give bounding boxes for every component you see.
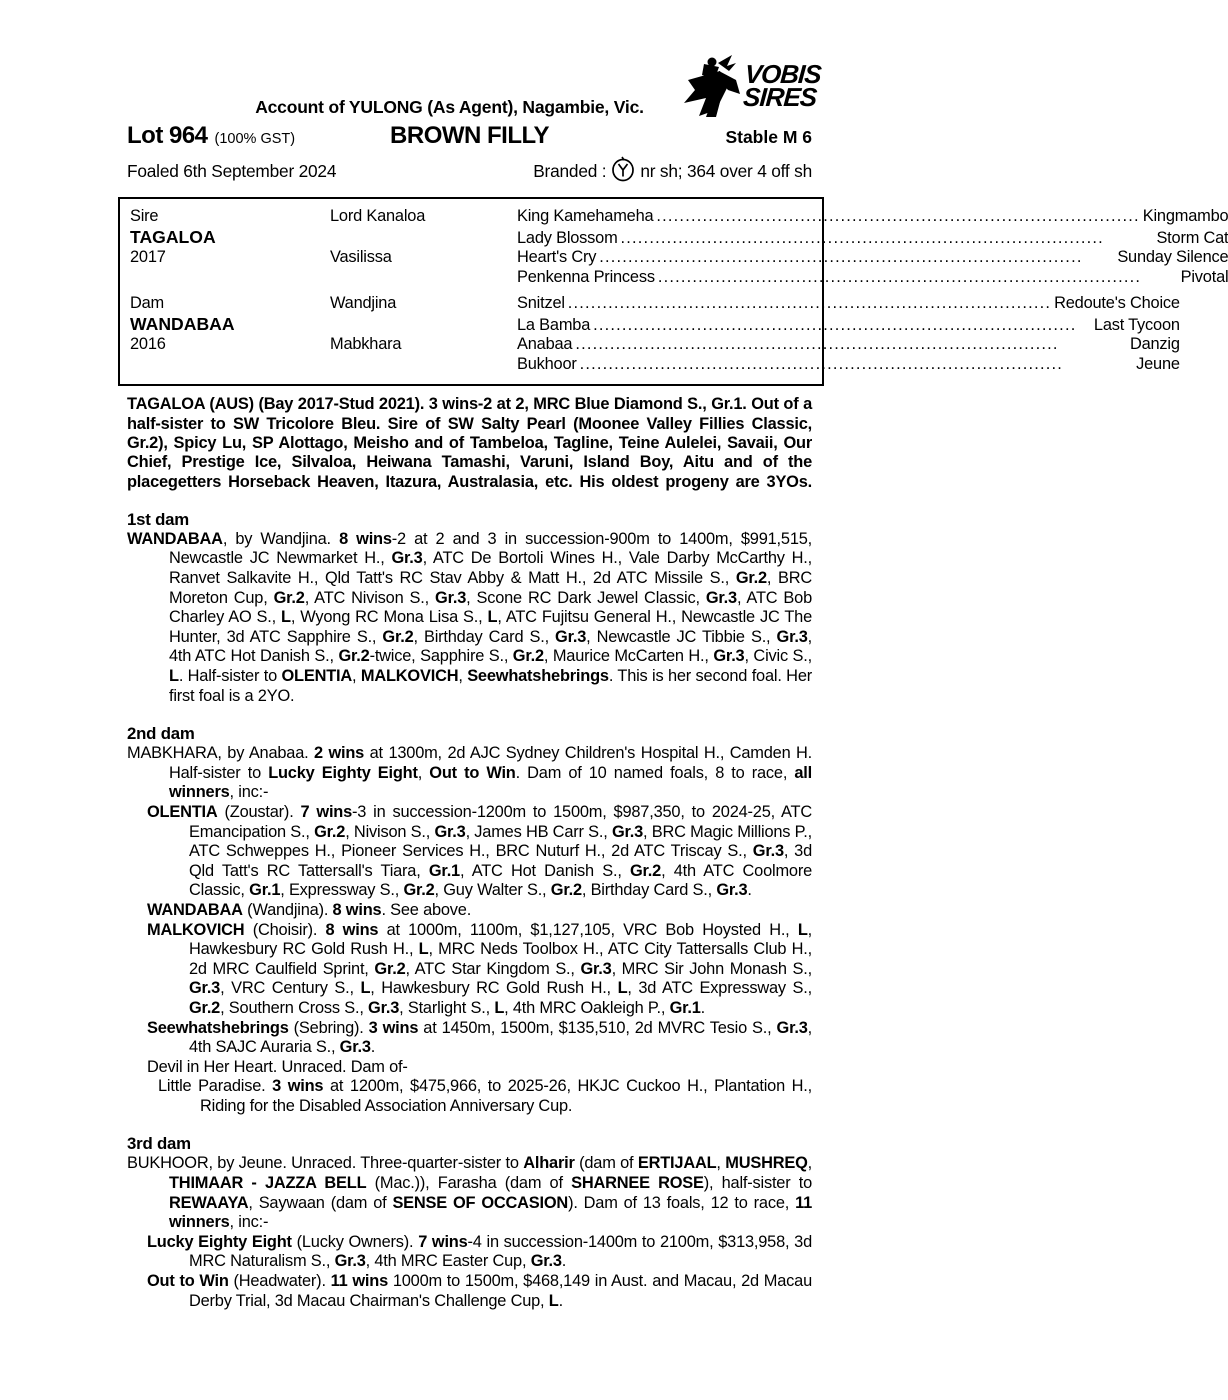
text-run: . xyxy=(370,1038,376,1057)
text-run: , 4th SAJC Auraria S., xyxy=(189,1018,812,1057)
text-run: Gr.1 xyxy=(669,998,701,1017)
second-dam-heading: 2nd dam xyxy=(127,724,195,744)
text-run: , MRC Sir John Monash S., xyxy=(611,959,812,978)
text-run: L xyxy=(169,667,179,686)
text-run: Gr.2 xyxy=(382,627,414,646)
wandabaa-entry xyxy=(147,901,812,921)
text-run: MABKHARA, by Anabaa. xyxy=(127,744,315,763)
text-run: L xyxy=(418,940,429,959)
text-run: Gr.3 xyxy=(705,588,737,607)
text-run: , 4th ATC Coolmore Classic, xyxy=(189,861,812,900)
text-run: , Civic S., xyxy=(744,647,812,666)
text-run: L xyxy=(360,979,371,998)
text-run: Gr.1 xyxy=(249,881,281,900)
vobis-sires-logo xyxy=(676,54,820,118)
text-run: , inc:- xyxy=(229,1213,269,1232)
dot-leader xyxy=(580,355,1133,374)
ancestor-sire: Danzig xyxy=(1129,334,1180,353)
text-run: SENSE OF OCCASION xyxy=(392,1193,569,1212)
text-run: , Newcastle JC Tibbie S., xyxy=(586,627,777,646)
dot-leader xyxy=(621,229,1154,248)
text-run: , Hawkesbury RC Gold Rush H., xyxy=(370,979,618,998)
text-run: , Maurice McCarten H., xyxy=(543,647,714,666)
text-run: at 1300m, 2d AJC Sydney Children's Hospital H., Camden H. Half-sister to xyxy=(169,744,813,782)
first-dam-heading: 1st dam xyxy=(127,509,190,529)
ancestor-sire: Last Tycoon xyxy=(1093,316,1180,335)
text-run: ). Dam of 13 foals, 12 to race, xyxy=(568,1193,796,1212)
text-run: 1000m to 1500m, $468,149 in Aust. and Macau, 2d Macau Derby Trial, 3d Macau Chairman's Challenge Cup, xyxy=(189,1272,812,1310)
text-run: MALKOVICH xyxy=(360,667,459,686)
logo-wordmark xyxy=(742,59,822,112)
text-run: WANDABAA xyxy=(127,529,223,548)
text-run: . This is her second foal. Her first foal is a 2YO. xyxy=(169,667,812,705)
ancestor-row xyxy=(517,248,1228,267)
text-run: 3 wins xyxy=(368,1018,419,1037)
ancestor-row xyxy=(517,316,1180,335)
horse-jockey-icon xyxy=(676,54,742,118)
dot-leader xyxy=(599,248,1114,267)
text-run: Gr.3 xyxy=(435,588,467,607)
text-run: , 4th MRC Easter Cup, xyxy=(365,1252,531,1271)
text-run: 11 winners xyxy=(169,1193,812,1232)
text-run: . Half-sister to xyxy=(178,667,282,686)
sire-name: TAGALOA xyxy=(130,227,216,248)
text-run: , ATC Star Kingdom S., xyxy=(405,959,581,978)
ancestor-sire: Pivotal xyxy=(1180,267,1228,286)
ancestor-sire: Jeune xyxy=(1136,355,1180,374)
malkovich-entry xyxy=(147,921,812,1019)
text-run: Gr.2 xyxy=(735,569,767,588)
text-run: , 3d Qld Tatt's RC Tattersall's Tiara, xyxy=(189,842,812,880)
text-run: (Lucky Owners). xyxy=(291,1232,419,1251)
text-run: Gr.3 xyxy=(555,627,587,646)
text-run: 8 wins xyxy=(339,529,392,548)
text-run: SHARNEE ROSE xyxy=(571,1174,704,1193)
text-run: . See above. xyxy=(381,900,472,919)
text-run: , Wyong RC Mona Lisa S., xyxy=(290,608,488,627)
text-run: Gr.2 xyxy=(273,588,305,607)
text-run: Gr.2 xyxy=(314,822,346,841)
text-run: Gr.3 xyxy=(530,1252,562,1271)
sire-year: 2017 xyxy=(130,247,166,266)
text-run: at 1200m, $475,966, to 2025-26, HKJC Cuckoo H., Plantation H., Riding for the Disabled Association Anniversary Cup. xyxy=(200,1077,812,1115)
text-run: Gr.3 xyxy=(776,627,808,646)
text-run: Gr.3 xyxy=(776,1018,808,1037)
account-line: Account of YULONG (As Agent), Nagambie, Vic. xyxy=(255,97,644,117)
lot-left xyxy=(127,122,295,150)
text-run: WANDABAA xyxy=(147,900,243,919)
page-header xyxy=(127,54,822,118)
text-run: , Birthday Card S., xyxy=(413,627,556,646)
text-run: , ATC Nivison S., xyxy=(304,588,436,607)
text-run: -3 in succession-1200m to 1500m, $987,350, to 2024-25, ATC Emancipation S., xyxy=(189,802,812,841)
brand-mark-icon xyxy=(611,156,635,187)
text-run: , 3d ATC Expressway S., xyxy=(627,979,812,998)
text-run: MUSHREQ xyxy=(725,1154,808,1173)
text-run: , xyxy=(716,1154,726,1173)
ancestor-name: Snitzel xyxy=(517,294,565,313)
ancestor-row xyxy=(517,229,1228,248)
text-run: . xyxy=(700,998,706,1017)
ancestor-name: La Bamba xyxy=(517,316,591,335)
ancestor-row xyxy=(517,294,1180,313)
text-run: , ATC Fujitsu General H., Newcastle JC The Hunter, 3d ATC Sapphire S., xyxy=(169,608,813,646)
dot-leader xyxy=(593,316,1091,335)
dot-leader xyxy=(568,294,1051,313)
stable-number: Stable M 6 xyxy=(725,127,812,147)
dam-block xyxy=(130,294,1180,375)
text-run: Gr.2 xyxy=(189,998,221,1017)
text-run: at 1000m, 1100m, $1,127,105, VRC Bob Hoysted H., xyxy=(378,920,798,939)
ancestor-name: Heart's Cry xyxy=(517,247,597,266)
text-run: Seewhatshebrings xyxy=(467,667,609,686)
ancestor-name: Lady Blossom xyxy=(517,229,618,248)
text-run: , inc:- xyxy=(229,783,269,802)
text-run: MALKOVICH xyxy=(147,920,245,939)
text-run: , ATC De Bortoli Wines H., Vale Darby McCarthy H., Ranvet Salkavite H., Qld Tatt's RC Stav Abby & Matt H., 2d ATC Missile S., xyxy=(169,549,812,588)
text-run: , Southern Cross S., xyxy=(220,998,369,1017)
text-run: BUKHOOR, by Jeune. Unraced. Three-quarter-sister to xyxy=(127,1154,524,1173)
text-run: . Dam of 10 named foals, 8 to race, xyxy=(515,763,795,782)
text-run: , VRC Century S., xyxy=(220,979,361,998)
text-run: 7 wins xyxy=(300,802,353,821)
dam-label: Dam xyxy=(130,294,165,313)
logo-line2: SIRES xyxy=(742,82,818,112)
text-run: Out to Win xyxy=(147,1272,229,1291)
ancestor-row xyxy=(517,355,1180,374)
text-run: ), half-sister to xyxy=(703,1174,812,1193)
seewhatshebrings-entry xyxy=(147,1019,812,1058)
olentia-entry xyxy=(147,803,812,901)
ancestor-row xyxy=(517,207,1228,226)
text-run: (Choisir). xyxy=(244,920,326,939)
text-run: , Nivison S., xyxy=(345,822,435,841)
text-run: , Hawkesbury RC Gold Rush H., xyxy=(189,920,812,959)
text-run: 11 wins xyxy=(330,1272,389,1291)
lucky-eighty-eight-entry xyxy=(147,1233,812,1272)
ancestor-row xyxy=(517,268,1228,287)
ancestor-name: Bukhoor xyxy=(517,355,577,374)
text-run: , xyxy=(417,763,430,782)
pedigree-table xyxy=(118,197,1228,386)
bukhoor-paragraph xyxy=(127,1154,812,1232)
text-run: L xyxy=(487,608,498,627)
dam-parent-1: Wandjina xyxy=(330,294,397,313)
text-run: Alharir xyxy=(523,1154,575,1173)
branded-info xyxy=(533,156,812,187)
text-run: (Sebring). xyxy=(288,1018,369,1037)
text-run: Lucky Eighty Eight xyxy=(147,1232,292,1251)
text-run: Gr.3 xyxy=(368,998,400,1017)
text-run: all winners xyxy=(169,763,812,802)
text-run: at 1450m, 1500m, $135,510, 2d MVRC Tesio S., xyxy=(418,1018,777,1037)
devil-in-her-heart-entry xyxy=(147,1058,812,1078)
branded-prefix: Branded : xyxy=(533,161,607,181)
third-dam-heading: 3rd dam xyxy=(127,1134,191,1154)
text-run: , Expressway S., xyxy=(280,881,404,900)
page-content xyxy=(127,54,1228,1311)
text-run: Gr.1 xyxy=(428,861,460,880)
text-run: (Headwater). xyxy=(228,1272,331,1291)
text-run: Gr.2 xyxy=(338,647,370,666)
text-run: Gr.3 xyxy=(189,979,221,998)
ancestor-sire: Redoute's Choice xyxy=(1054,294,1180,313)
dam-year: 2016 xyxy=(130,334,166,353)
ancestor-sire: Storm Cat xyxy=(1156,229,1228,248)
text-run: -4 in succession-1400m to 2100m, $313,958, 3d MRC Naturalism S., xyxy=(189,1232,812,1271)
text-run: ERTIJAAL xyxy=(637,1154,717,1173)
dot-leader xyxy=(658,268,1178,287)
wandabaa-paragraph xyxy=(127,530,812,706)
gst-note: (100% GST) xyxy=(214,131,296,147)
text-run: Gr.3 xyxy=(391,549,423,568)
little-paradise-entry xyxy=(158,1077,812,1116)
text-run: (Mac.)), Farasha (dam of xyxy=(366,1174,572,1193)
text-run: . xyxy=(561,1252,567,1271)
horse-title: BROWN FILLY xyxy=(390,122,549,149)
ancestor-name: Anabaa xyxy=(517,334,573,353)
text-run: , Saywaan (dam of xyxy=(248,1193,393,1212)
text-run: Gr.3 xyxy=(580,959,612,978)
text-run: Gr.2 xyxy=(629,861,662,880)
mabkhara-paragraph xyxy=(127,744,812,803)
text-run: , Starlight S., xyxy=(399,998,495,1017)
text-run: -2 at 2 and 3 in succession-900m to 1400m, $991,515, Newcastle JC Newmarket H., xyxy=(169,529,813,568)
text-run: , James HB Carr S., xyxy=(465,822,612,841)
text-run: L xyxy=(281,608,291,627)
out-to-win-entry xyxy=(147,1272,812,1311)
dam-parent-2: Mabkhara xyxy=(330,334,402,353)
dam-name: WANDABAA xyxy=(130,314,235,335)
text-run: , Guy Walter S., xyxy=(434,881,551,900)
ancestor-sire: Kingmambo xyxy=(1142,207,1228,225)
text-run: Gr.2 xyxy=(512,647,544,666)
lot-number: Lot 964 xyxy=(127,122,208,149)
sire-label: Sire xyxy=(130,207,159,225)
text-run: , BRC Magic Millions P., ATC Schweppes H., Pioneer Services H., BRC Nuturf H., 2d ATC Triscay S., xyxy=(189,822,813,861)
text-run: Devil in Her Heart. Unraced. Dam of- xyxy=(147,1057,408,1076)
text-run: L xyxy=(797,920,808,939)
text-run: 7 wins xyxy=(418,1232,468,1251)
text-run: THIMAAR - JAZZA BELL xyxy=(169,1174,367,1193)
text-run: Gr.3 xyxy=(434,822,466,841)
ancestor-sire: Sunday Silence xyxy=(1117,247,1228,266)
text-run: Gr.3 xyxy=(752,842,784,861)
branded-description: nr sh; 364 over 4 off sh xyxy=(640,161,812,181)
text-run: -twice, Sapphire S., xyxy=(369,647,513,666)
text-run: , Scone RC Dark Jewel Classic, xyxy=(466,588,706,607)
text-run: . xyxy=(747,881,752,900)
text-run: 8 wins xyxy=(332,900,382,919)
text-run: , BRC Moreton Cup, xyxy=(169,569,813,607)
logo-line1: VOBIS xyxy=(743,59,822,89)
text-run: 8 wins xyxy=(325,920,379,939)
text-run: Lucky Eighty Eight xyxy=(268,763,418,782)
text-run: Little Paradise. xyxy=(158,1077,273,1096)
text-run: Gr.3 xyxy=(611,822,644,841)
text-run: OLENTIA xyxy=(281,667,353,686)
text-run: Gr.3 xyxy=(716,881,748,900)
ancestor-name: Penkenna Princess xyxy=(517,267,655,286)
text-run: , ATC Bob Charley AO S., xyxy=(169,588,812,627)
text-run: (Wandjina). xyxy=(242,900,333,919)
text-run: Out to Win xyxy=(429,763,516,782)
ancestor-name: King Kamehameha xyxy=(517,207,654,225)
text-run: L xyxy=(617,979,628,998)
sire-blurb: TAGALOA (AUS) (Bay 2017-Stud 2021). 3 wins-2 at 2, MRC Blue Diamond S., Gr.1. Out of a half-sister to SW Tricolore Bleu. Sire of SW Salty Pearl (Moonee Valley Fillies Classic, Gr.2), Spicy Lu, SP Alottago, Meisho and of Tambeloa, Tagline, Teine Aulelei, Savaii, Our Chief, Prestige Ice, Silvaloa, Heiwana Tamashi, Varuni, Island Boy, Aitu and of the placegetters Horseback Heaven, Itazura, Australasia, etc. His oldest progeny are 3YOs. xyxy=(127,395,812,491)
text-run: , 4th ATC Hot Danish S., xyxy=(169,627,812,666)
text-run: Seewhatshebrings xyxy=(147,1018,289,1037)
text-run: REWAAYA xyxy=(169,1193,249,1212)
text-run: Gr.2 xyxy=(374,959,406,978)
text-run: , by Wandjina. xyxy=(222,529,340,548)
text-run: L xyxy=(494,998,505,1017)
text-run: . xyxy=(558,1291,563,1310)
text-run: Gr.3 xyxy=(713,647,745,666)
text-run: , Birthday Card S., xyxy=(581,881,717,900)
text-run: , xyxy=(458,667,468,686)
text-run: Gr.3 xyxy=(334,1252,366,1271)
dot-leader xyxy=(656,207,1139,226)
text-run: (dam of xyxy=(574,1154,638,1173)
text-run: OLENTIA xyxy=(147,802,218,821)
text-run: , MRC Neds Toolbox H., ATC City Tattersalls Club H., 2d MRC Caulfield Sprint, xyxy=(189,940,812,978)
text-run: 2 wins xyxy=(314,744,365,763)
text-run: L xyxy=(548,1291,559,1310)
text-run: , xyxy=(352,667,361,686)
sire-block xyxy=(130,207,1228,288)
lot-row xyxy=(127,122,812,150)
foaled-date: Foaled 6th September 2024 xyxy=(127,161,337,181)
text-run: 3 wins xyxy=(272,1077,324,1096)
text-run: (Zoustar). xyxy=(217,802,301,821)
ancestor-row xyxy=(517,335,1180,354)
text-run: Gr.3 xyxy=(339,1038,371,1057)
text-run: Gr.2 xyxy=(550,881,582,900)
text-run: , ATC Hot Danish S., xyxy=(459,861,630,880)
text-run: , xyxy=(807,1154,812,1173)
sire-parent-1: Lord Kanaloa xyxy=(330,207,426,225)
text-run: , 4th MRC Oakleigh P., xyxy=(504,998,670,1017)
dot-leader xyxy=(575,335,1127,354)
foaled-row xyxy=(127,156,812,187)
text-run: Gr.2 xyxy=(403,881,435,900)
sire-parent-2: Vasilissa xyxy=(330,247,392,266)
